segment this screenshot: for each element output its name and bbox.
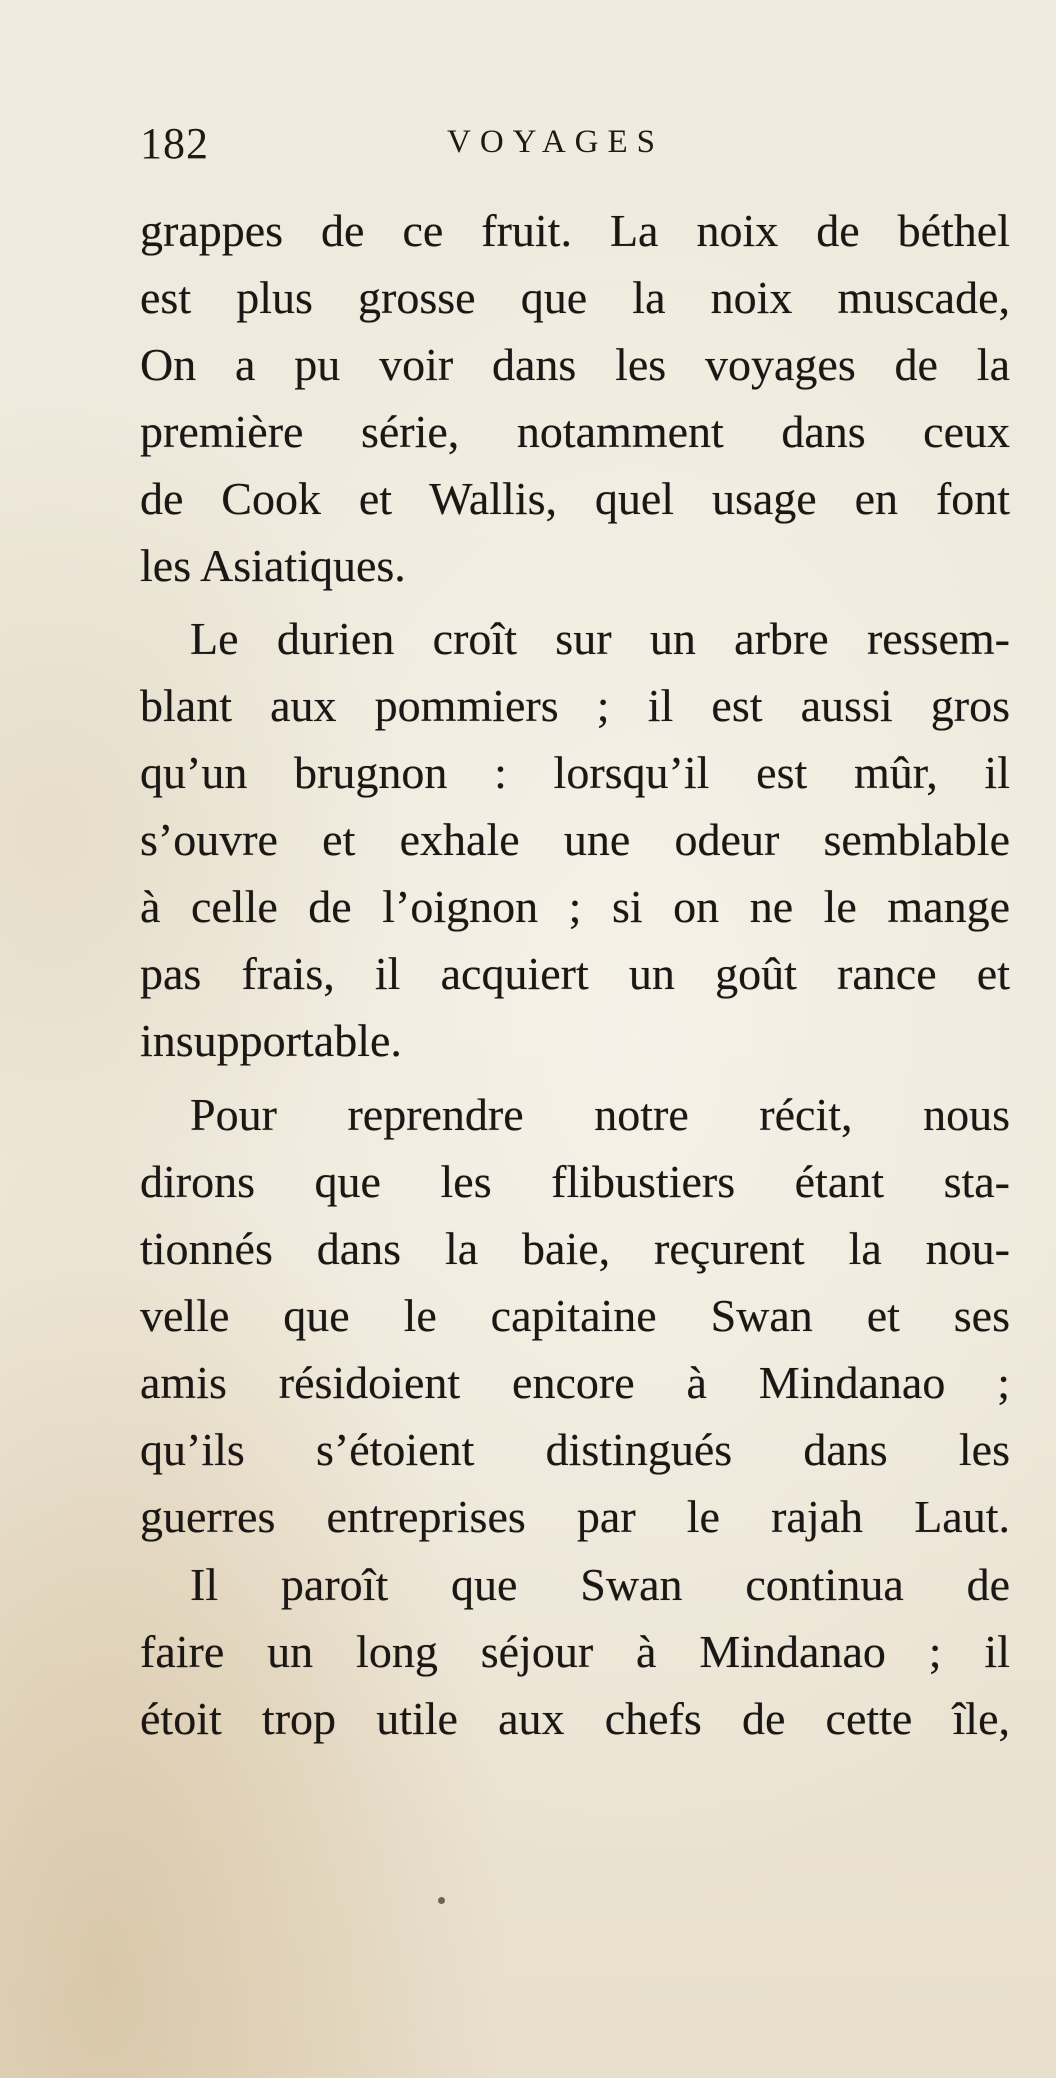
text-line: grappes de ce fruit. La noix de béthel xyxy=(140,205,1010,256)
text-line: tionnés dans la baie, reçurent la nou- xyxy=(140,1223,1010,1274)
text-line: guerres entreprises par le rajah Laut. xyxy=(140,1491,1010,1542)
text-line: blant aux pommiers ; il est aussi gros xyxy=(140,680,1010,731)
text-line: On a pu voir dans les voyages de la xyxy=(140,339,1010,390)
text-line: étoit trop utile aux chefs de cette île, xyxy=(140,1693,1010,1744)
text-line: dirons que les flibustiers étant sta- xyxy=(140,1156,1010,1207)
text-line: velle que le capitaine Swan et ses xyxy=(140,1290,1010,1341)
text-line: pas frais, il acquiert un goût rance et xyxy=(140,948,1010,999)
paragraph-start-line: Le durien croît sur un arbre ressem- xyxy=(190,613,1010,664)
running-title: VOYAGES xyxy=(447,124,665,160)
paragraph-start-line: Il paroît que Swan continua de xyxy=(190,1559,1010,1610)
paragraph-start-line: Pour reprendre notre récit, nous xyxy=(190,1089,1010,1140)
text-line: est plus grosse que la noix muscade, xyxy=(140,272,1010,323)
text-line: s’ouvre et exhale une odeur semblable xyxy=(140,814,1010,865)
text-line: amis résidoient encore à Mindanao ; xyxy=(140,1357,1010,1408)
text-line: les Asiatiques. xyxy=(140,540,406,591)
text-line: à celle de l’oignon ; si on ne le mange xyxy=(140,881,1010,932)
ink-speck xyxy=(438,1897,445,1904)
text-line: première série, notamment dans ceux xyxy=(140,406,1010,457)
page-header xyxy=(140,118,940,178)
text-line: qu’ils s’étoient distingués dans les xyxy=(140,1424,1010,1475)
text-line: insupportable. xyxy=(140,1015,402,1066)
page-number: 182 xyxy=(140,119,209,168)
text-line: faire un long séjour à Mindanao ; il xyxy=(140,1626,1010,1677)
text-line: qu’un brugnon : lorsqu’il est mûr, il xyxy=(140,747,1010,798)
text-line: de Cook et Wallis, quel usage en font xyxy=(140,473,1010,524)
